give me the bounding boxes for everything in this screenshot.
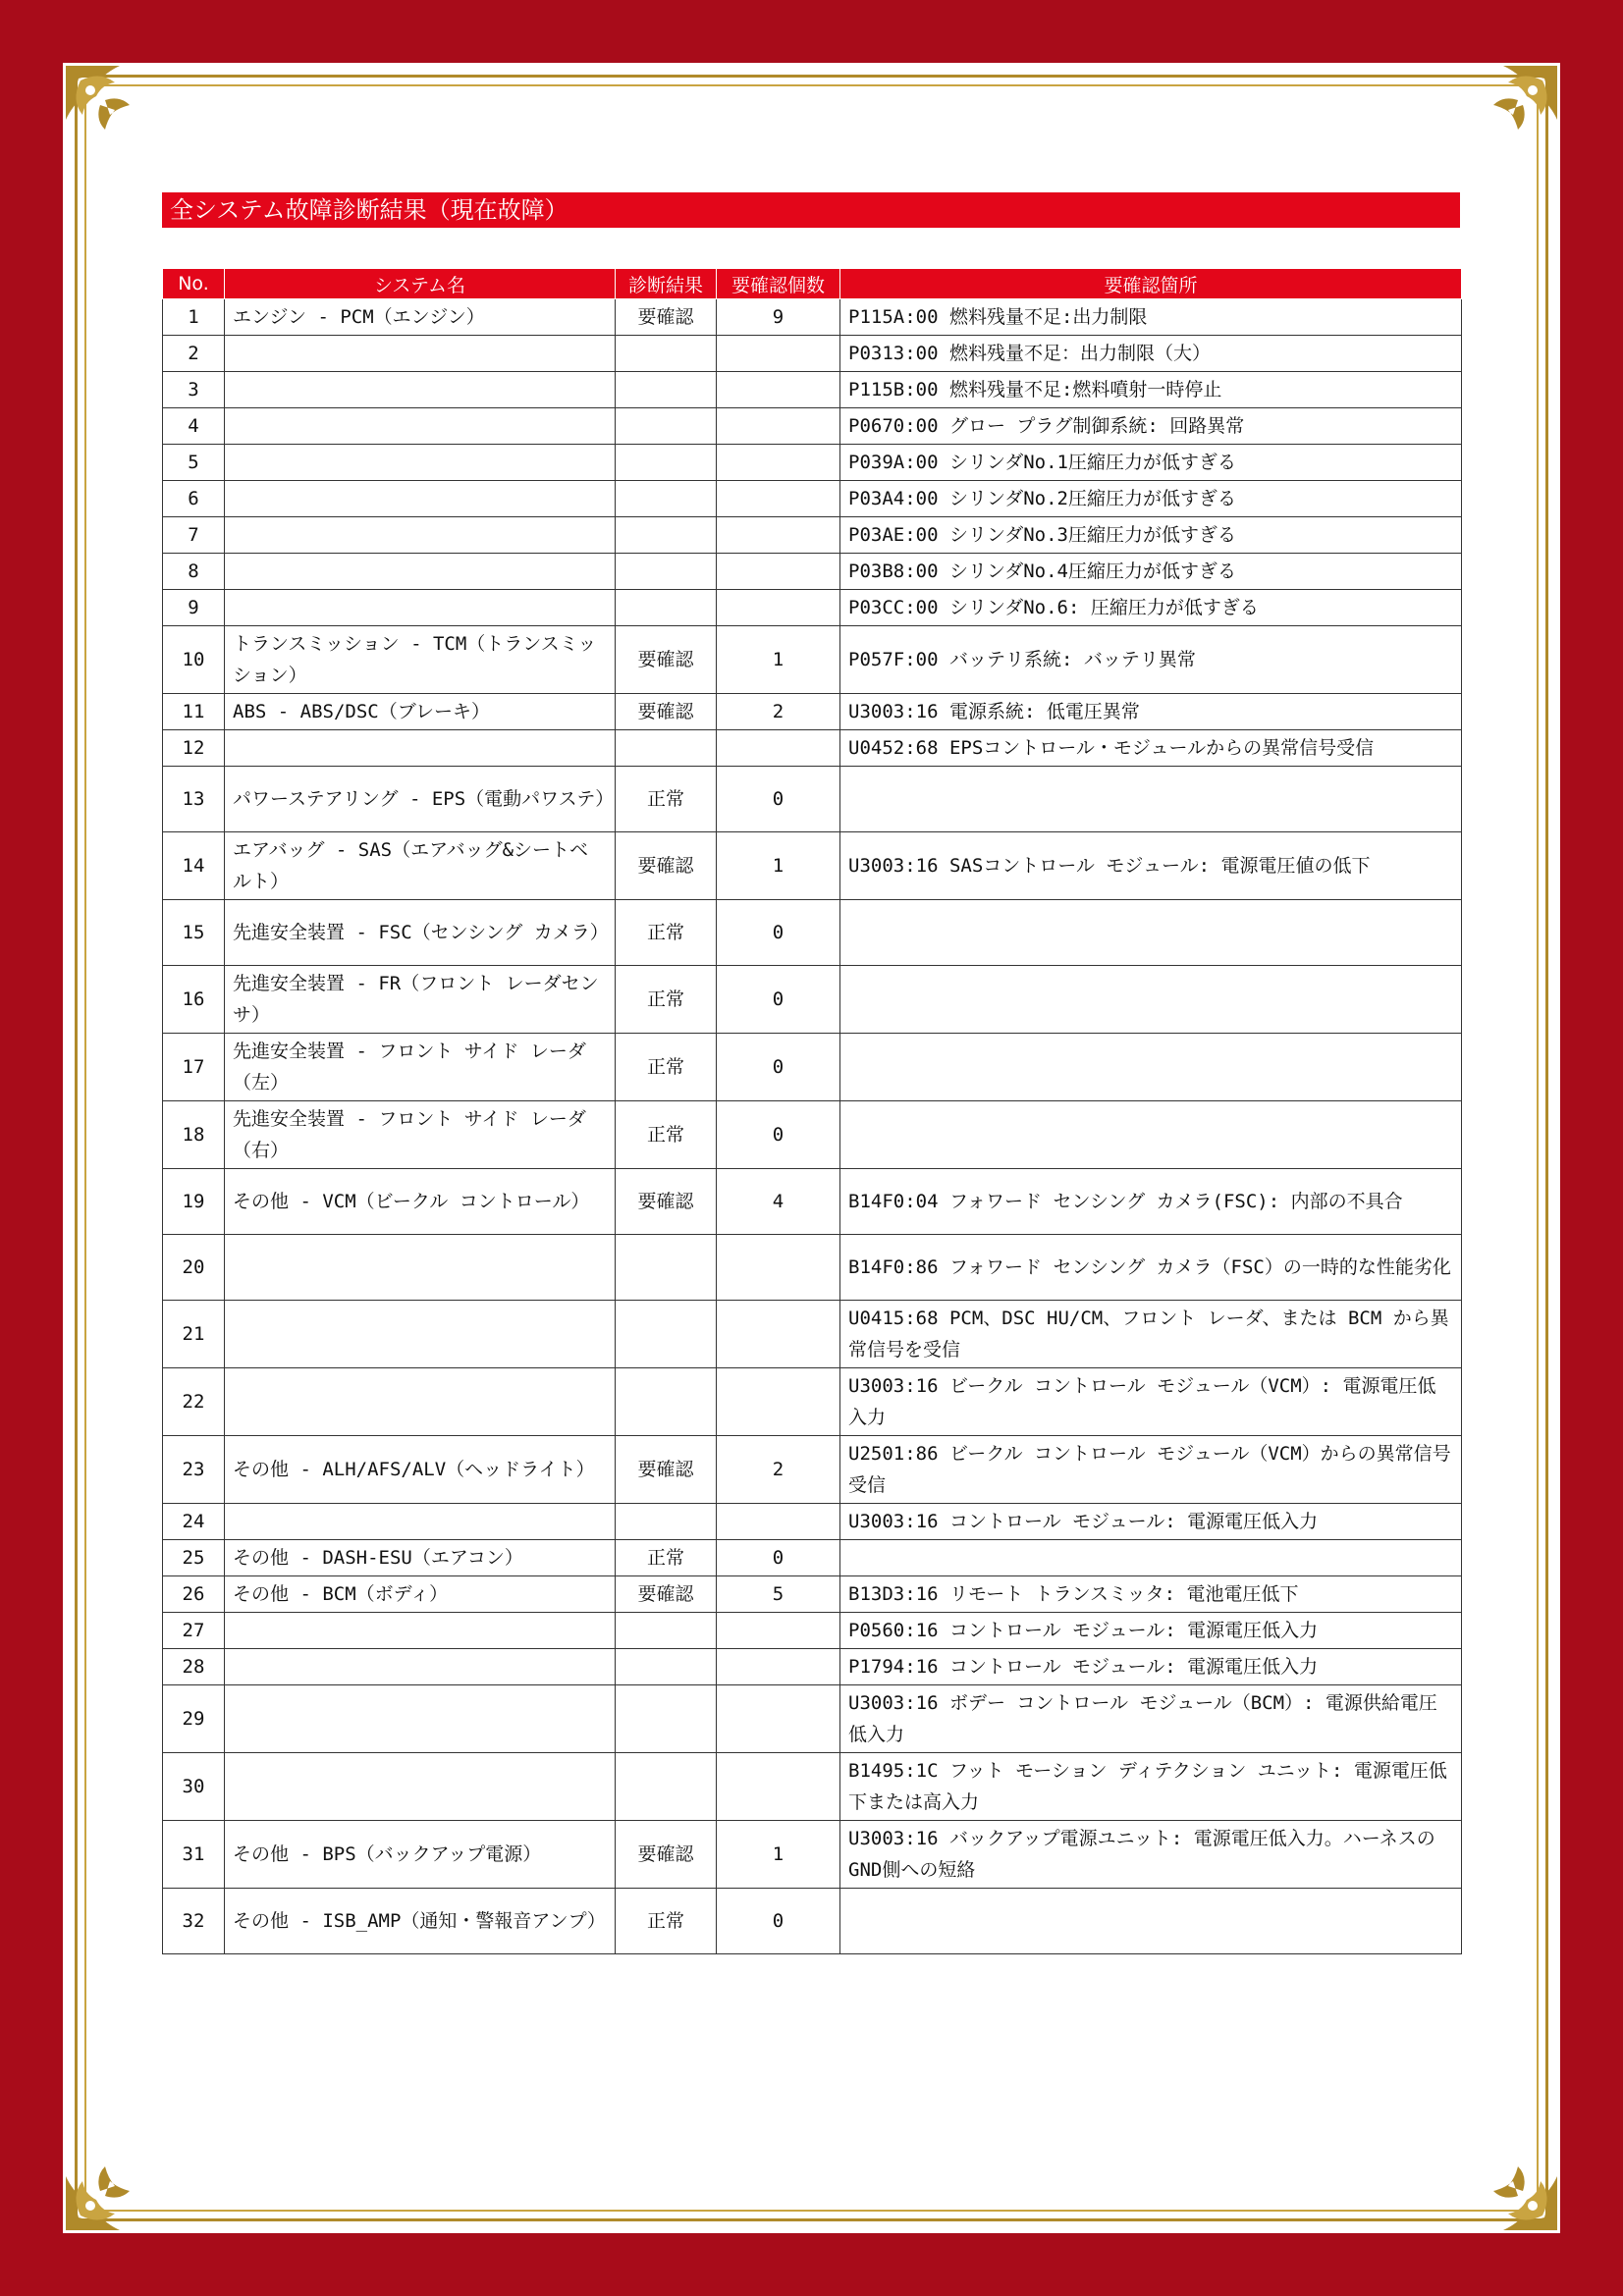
row-number: 20 [163, 1235, 225, 1301]
diagnosis-result-cell: 要確認 [616, 1169, 717, 1235]
check-detail-cell: P0670:00 グロー プラグ制御系統: 回路異常 [840, 408, 1462, 445]
check-detail-cell: P0313:00 燃料残量不足：出力制限（大） [840, 336, 1462, 372]
diagnosis-table [162, 269, 1462, 1954]
check-count-cell: 9 [717, 299, 840, 336]
check-count-cell [717, 1301, 840, 1368]
table-header-row [163, 269, 1462, 299]
table-row [163, 1540, 1462, 1576]
row-number: 26 [163, 1576, 225, 1613]
table-row [163, 408, 1462, 445]
table-row [163, 1685, 1462, 1753]
table-row [163, 1235, 1462, 1301]
check-count-cell [717, 1753, 840, 1821]
table-row [163, 1576, 1462, 1613]
check-count-cell [717, 481, 840, 517]
header-count: 要確認個数 [717, 269, 840, 299]
check-detail-cell: U0452:68 EPSコントロール・モジュールからの異常信号受信 [840, 730, 1462, 767]
system-name-cell: 先進安全装置 - FR（フロント レーダセンサ） [225, 966, 616, 1034]
check-detail-cell: U3003:16 電源系統: 低電圧異常 [840, 694, 1462, 730]
check-count-cell: 0 [717, 767, 840, 832]
check-count-cell: 0 [717, 900, 840, 966]
diagnosis-result-cell [616, 1753, 717, 1821]
row-number: 18 [163, 1101, 225, 1169]
row-number: 16 [163, 966, 225, 1034]
table-row [163, 1889, 1462, 1954]
row-number: 31 [163, 1821, 225, 1889]
row-number: 14 [163, 832, 225, 900]
check-detail-cell: B14F0:04 フォワード センシング カメラ(FSC): 内部の不具合 [840, 1169, 1462, 1235]
table-row [163, 590, 1462, 626]
system-name-cell [225, 1613, 616, 1649]
table-row [163, 481, 1462, 517]
system-name-cell: パワーステアリング - EPS（電動パワステ） [225, 767, 616, 832]
table-row [163, 730, 1462, 767]
table-row [163, 694, 1462, 730]
row-number: 22 [163, 1368, 225, 1436]
row-number: 4 [163, 408, 225, 445]
diagnosis-result-cell [616, 554, 717, 590]
check-detail-cell [840, 1101, 1462, 1169]
diagnosis-result-cell: 正常 [616, 900, 717, 966]
table-row [163, 445, 1462, 481]
check-detail-cell: P115B:00 燃料残量不足:燃料噴射一時停止 [840, 372, 1462, 408]
diagnosis-result-cell: 正常 [616, 1889, 717, 1954]
section-title: 全システム故障診断結果（現在故障） [162, 192, 1460, 228]
diagnosis-result-cell: 要確認 [616, 1436, 717, 1504]
check-count-cell [717, 408, 840, 445]
system-name-cell [225, 1685, 616, 1753]
check-count-cell: 0 [717, 966, 840, 1034]
check-detail-cell [840, 1034, 1462, 1101]
check-count-cell: 0 [717, 1540, 840, 1576]
system-name-cell: その他 - BPS（バックアップ電源） [225, 1821, 616, 1889]
diagnosis-result-cell [616, 1613, 717, 1649]
table-row [163, 372, 1462, 408]
row-number: 11 [163, 694, 225, 730]
row-number: 23 [163, 1436, 225, 1504]
check-detail-cell [840, 966, 1462, 1034]
row-number: 28 [163, 1649, 225, 1685]
check-detail-cell: U3003:16 ビークル コントロール モジュール（VCM）: 電源電圧低入力 [840, 1368, 1462, 1436]
system-name-cell: エアバッグ - SAS（エアバッグ&シートベルト） [225, 832, 616, 900]
check-detail-cell: U3003:16 SASコントロール モジュール: 電源電圧値の低下 [840, 832, 1462, 900]
check-count-cell: 5 [717, 1576, 840, 1613]
diagnosis-result-cell: 要確認 [616, 626, 717, 694]
system-name-cell [225, 445, 616, 481]
check-detail-cell: P057F:00 バッテリ系統: バッテリ異常 [840, 626, 1462, 694]
diagnosis-result-cell: 要確認 [616, 299, 717, 336]
check-detail-cell [840, 1889, 1462, 1954]
row-number: 29 [163, 1685, 225, 1753]
system-name-cell [225, 554, 616, 590]
header-system-name: システム名 [225, 269, 616, 299]
check-count-cell [717, 590, 840, 626]
system-name-cell [225, 336, 616, 372]
diagnosis-result-cell [616, 445, 717, 481]
diagnosis-result-cell: 正常 [616, 1034, 717, 1101]
system-name-cell: その他 - DASH-ESU（エアコン） [225, 1540, 616, 1576]
table-row [163, 336, 1462, 372]
check-count-cell [717, 1368, 840, 1436]
diagnosis-result-cell [616, 336, 717, 372]
row-number: 19 [163, 1169, 225, 1235]
check-count-cell: 1 [717, 832, 840, 900]
diagnosis-result-cell: 正常 [616, 1540, 717, 1576]
header-result: 診断結果 [616, 269, 717, 299]
check-count-cell [717, 1649, 840, 1685]
check-count-cell [717, 1504, 840, 1540]
check-count-cell [717, 1613, 840, 1649]
table-row [163, 966, 1462, 1034]
check-count-cell: 0 [717, 1034, 840, 1101]
table-row [163, 299, 1462, 336]
check-detail-cell: U3003:16 ボデー コントロール モジュール（BCM）: 電源供給電圧低入力 [840, 1685, 1462, 1753]
check-detail-cell [840, 1540, 1462, 1576]
system-name-cell [225, 517, 616, 554]
table-row [163, 900, 1462, 966]
system-name-cell: 先進安全装置 - フロント サイド レーダ（左） [225, 1034, 616, 1101]
check-detail-cell: B13D3:16 リモート トランスミッタ: 電池電圧低下 [840, 1576, 1462, 1613]
diagnosis-result-cell [616, 1649, 717, 1685]
check-detail-cell [840, 767, 1462, 832]
system-name-cell: ABS - ABS/DSC（ブレーキ） [225, 694, 616, 730]
table-row [163, 1034, 1462, 1101]
diagnosis-result-cell [616, 372, 717, 408]
table-row [163, 517, 1462, 554]
check-count-cell [717, 1685, 840, 1753]
check-detail-cell: P1794:16 コントロール モジュール: 電源電圧低入力 [840, 1649, 1462, 1685]
row-number: 24 [163, 1504, 225, 1540]
diagnosis-result-cell: 要確認 [616, 1576, 717, 1613]
diagnosis-result-cell [616, 1235, 717, 1301]
check-detail-cell: P03CC:00 シリンダNo.6: 圧縮圧力が低すぎる [840, 590, 1462, 626]
table-row [163, 1649, 1462, 1685]
table-row [163, 1504, 1462, 1540]
diagnosis-result-cell [616, 1504, 717, 1540]
check-detail-cell: B14F0:86 フォワード センシング カメラ（FSC）の一時的な性能劣化 [840, 1235, 1462, 1301]
system-name-cell: 先進安全装置 - フロント サイド レーダ（右） [225, 1101, 616, 1169]
diagnosis-result-cell [616, 730, 717, 767]
row-number: 17 [163, 1034, 225, 1101]
diagnosis-result-cell: 正常 [616, 1101, 717, 1169]
system-name-cell: 先進安全装置 - FSC（センシング カメラ） [225, 900, 616, 966]
table-row [163, 767, 1462, 832]
diagnosis-result-cell [616, 590, 717, 626]
check-detail-cell: P03A4:00 シリンダNo.2圧縮圧力が低すぎる [840, 481, 1462, 517]
system-name-cell [225, 1235, 616, 1301]
diagnosis-result-cell [616, 1685, 717, 1753]
row-number: 8 [163, 554, 225, 590]
check-detail-cell: P03AE:00 シリンダNo.3圧縮圧力が低すぎる [840, 517, 1462, 554]
check-count-cell [717, 336, 840, 372]
header-detail: 要確認箇所 [840, 269, 1462, 299]
check-count-cell [717, 445, 840, 481]
diagnosis-result-cell: 要確認 [616, 1821, 717, 1889]
diagnosis-result-cell: 正常 [616, 966, 717, 1034]
row-number: 30 [163, 1753, 225, 1821]
row-number: 9 [163, 590, 225, 626]
system-name-cell [225, 1301, 616, 1368]
check-detail-cell: U3003:16 バックアップ電源ユニット: 電源電圧低入力。ハーネスのGND側への短絡 [840, 1821, 1462, 1889]
row-number: 5 [163, 445, 225, 481]
system-name-cell: その他 - ALH/AFS/ALV（ヘッドライト） [225, 1436, 616, 1504]
system-name-cell [225, 1504, 616, 1540]
table-row [163, 1301, 1462, 1368]
row-number: 32 [163, 1889, 225, 1954]
system-name-cell [225, 730, 616, 767]
corner-ornament-icon [61, 61, 159, 159]
system-name-cell [225, 1368, 616, 1436]
row-number: 13 [163, 767, 225, 832]
check-count-cell: 0 [717, 1889, 840, 1954]
system-name-cell: その他 - ISB_AMP（通知・警報音アンプ） [225, 1889, 616, 1954]
check-count-cell: 1 [717, 1821, 840, 1889]
check-count-cell [717, 1235, 840, 1301]
check-detail-cell: P0560:16 コントロール モジュール: 電源電圧低入力 [840, 1613, 1462, 1649]
system-name-cell [225, 481, 616, 517]
corner-ornament-icon [1464, 61, 1562, 159]
diagnosis-result-cell: 要確認 [616, 694, 717, 730]
check-detail-cell: P039A:00 シリンダNo.1圧縮圧力が低すぎる [840, 445, 1462, 481]
diagnosis-result-cell [616, 1368, 717, 1436]
diagnosis-result-cell [616, 1301, 717, 1368]
row-number: 15 [163, 900, 225, 966]
row-number: 3 [163, 372, 225, 408]
system-name-cell: エンジン - PCM（エンジン） [225, 299, 616, 336]
check-detail-cell: P03B8:00 シリンダNo.4圧縮圧力が低すぎる [840, 554, 1462, 590]
row-number: 21 [163, 1301, 225, 1368]
check-count-cell: 0 [717, 1101, 840, 1169]
check-count-cell: 4 [717, 1169, 840, 1235]
row-number: 27 [163, 1613, 225, 1649]
header-no: No. [163, 269, 225, 299]
system-name-cell [225, 1753, 616, 1821]
row-number: 12 [163, 730, 225, 767]
diagnosis-result-cell: 正常 [616, 767, 717, 832]
diagnosis-result-cell [616, 481, 717, 517]
check-count-cell: 2 [717, 694, 840, 730]
check-detail-cell: P115A:00 燃料残量不足:出力制限 [840, 299, 1462, 336]
table-row [163, 554, 1462, 590]
table-row [163, 1613, 1462, 1649]
row-number: 10 [163, 626, 225, 694]
table-row [163, 832, 1462, 900]
corner-ornament-icon [61, 2137, 159, 2235]
row-number: 2 [163, 336, 225, 372]
check-detail-cell: U0415:68 PCM、DSC HU/CM、フロント レーダ、または BCM から異常信号を受信 [840, 1301, 1462, 1368]
diagnosis-result-cell [616, 517, 717, 554]
system-name-cell: その他 - BCM（ボディ） [225, 1576, 616, 1613]
system-name-cell: トランスミッション - TCM（トランスミッション） [225, 626, 616, 694]
check-count-cell: 1 [717, 626, 840, 694]
table-row [163, 1368, 1462, 1436]
check-detail-cell: U2501:86 ビークル コントロール モジュール（VCM）からの異常信号受信 [840, 1436, 1462, 1504]
system-name-cell [225, 372, 616, 408]
check-count-cell [717, 372, 840, 408]
diagnosis-result-cell [616, 408, 717, 445]
diagnosis-result-cell: 要確認 [616, 832, 717, 900]
check-count-cell [717, 730, 840, 767]
row-number: 1 [163, 299, 225, 336]
table-row [163, 1753, 1462, 1821]
table-row [163, 1436, 1462, 1504]
table-row [163, 1821, 1462, 1889]
system-name-cell [225, 590, 616, 626]
table-row [163, 1101, 1462, 1169]
table-row [163, 626, 1462, 694]
check-count-cell: 2 [717, 1436, 840, 1504]
check-detail-cell: U3003:16 コントロール モジュール: 電源電圧低入力 [840, 1504, 1462, 1540]
system-name-cell [225, 1649, 616, 1685]
system-name-cell [225, 408, 616, 445]
check-count-cell [717, 517, 840, 554]
check-detail-cell [840, 900, 1462, 966]
check-detail-cell: B1495:1C フット モーション ディテクション ユニット: 電源電圧低下または高入力 [840, 1753, 1462, 1821]
row-number: 6 [163, 481, 225, 517]
table-row [163, 1169, 1462, 1235]
corner-ornament-icon [1464, 2137, 1562, 2235]
check-count-cell [717, 554, 840, 590]
system-name-cell: その他 - VCM（ビークル コントロール） [225, 1169, 616, 1235]
row-number: 25 [163, 1540, 225, 1576]
table-body [163, 299, 1462, 1954]
row-number: 7 [163, 517, 225, 554]
